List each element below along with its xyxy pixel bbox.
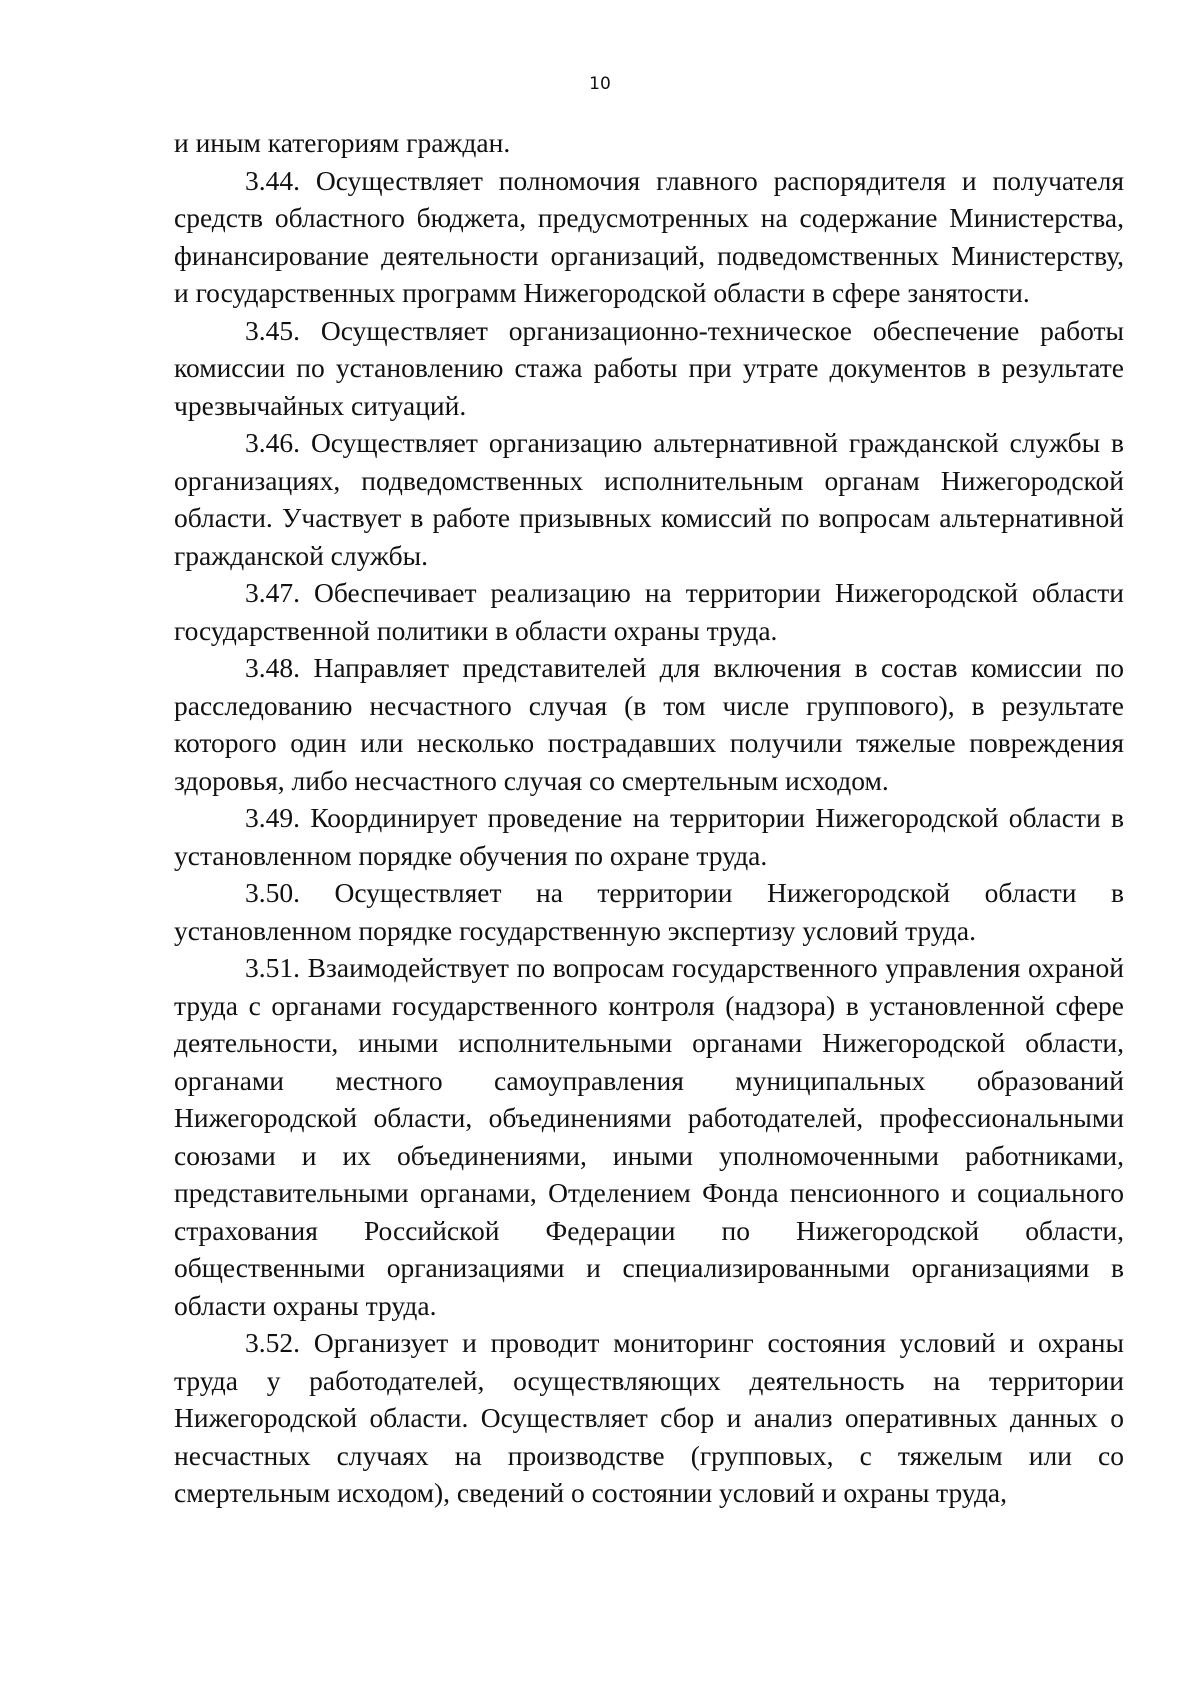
- paragraph-3-49: 3.49. Координирует проведение на территории Нижегородской области в установленном порядке обучения по охране труда.: [174, 802, 1124, 871]
- paragraph-3-50: 3.50. Осуществляет на территории Нижегородской области в установленном порядке государственную экспертизу условий труда.: [174, 877, 1124, 946]
- document-body: [174, 124, 1124, 1512]
- paragraph-3-48: 3.48. Направляет представителей для включения в состав комиссии по расследованию несчастного случая (в том числе группового), в результате которого один или несколько пострадавших получили тяжелые повреждения здоровья, либо несчастного случая со смертельным исходом.: [174, 652, 1124, 796]
- paragraph-3-44: 3.44. Осуществляет полномочия главного распорядителя и получателя средств областного бюджета, предусмотренных на содержание Министерства, финансирование деятельности организаций, подведомственных Министерству, и государственных программ Нижегородской области в сфере занятости.: [174, 164, 1124, 308]
- paragraph-3-52: 3.52. Организует и проводит мониторинг состояния условий и охраны труда у работодателей, осуществляющих деятельность на территории Нижегородской области. Осуществляет сбор и анализ оперативных данных о несчастных случаях на производстве (групповых, с тяжелым или со смертельным исходом), сведений о состоянии условий и охраны труда,: [174, 1327, 1124, 1508]
- paragraph-3-47: 3.47. Обеспечивает реализацию на территории Нижегородской области государственной политики в области охраны труда.: [174, 577, 1124, 646]
- paragraph-3-46: 3.46. Осуществляет организацию альтернативной гражданской службы в организациях, подведомственных исполнительным органам Нижегородской области. Участвует в работе призывных комиссий по вопросам альтернативной гражданской службы.: [174, 427, 1124, 571]
- page-number: 10: [589, 74, 611, 94]
- paragraph-3-51: 3.51. Взаимодействует по вопросам государственного управления охраной труда с органами государственного контроля (надзора) в установленной сфере деятельности, иными исполнительными органами Нижегородской области, органами местного самоуправления муниципальных образований Нижегородской области, объединениями работодателей, профессиональными союзами и их объединениями, иными уполномоченными работниками, представительными органами, Отделением Фонда пенсионного и социального страхования Российской Федерации по Нижегородской области, общественными организациями и специализированными организациями в области охраны труда.: [174, 952, 1124, 1321]
- paragraph-3-45: 3.45. Осуществляет организационно-техническое обеспечение работы комиссии по установлению стажа работы при утрате документов в результате чрезвычайных ситуаций.: [174, 314, 1124, 421]
- paragraph-continuation: и иным категориям граждан.: [174, 127, 511, 158]
